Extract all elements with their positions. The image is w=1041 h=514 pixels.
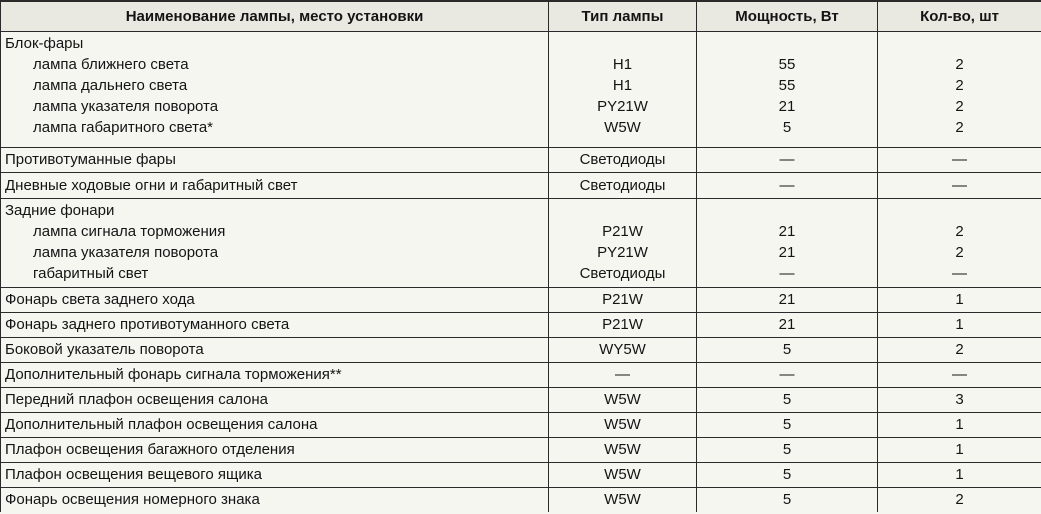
- row-power: —: [697, 362, 878, 387]
- row-count: 2: [878, 337, 1041, 362]
- row-name: Противотуманные фары: [1, 147, 549, 172]
- table-header-row: [1, 1, 1041, 31]
- row-name: лампа габаритного света*: [33, 118, 214, 136]
- row-name: лампа указателя поворота: [33, 97, 219, 115]
- header-name: Наименование лампы, место установки: [1, 1, 549, 31]
- row-type: Светодиоды: [579, 264, 666, 282]
- row-count: 1: [878, 287, 1041, 312]
- table-row: [1, 437, 1041, 462]
- row-name: лампа дальнего света: [33, 76, 188, 94]
- row-type: W5W: [549, 462, 697, 487]
- table-row: [1, 412, 1041, 437]
- row-name: Боковой указатель поворота: [1, 337, 549, 362]
- cell-type: [549, 198, 697, 287]
- table-row: [1, 147, 1041, 172]
- row-count: 1: [878, 312, 1041, 337]
- table-row: [1, 462, 1041, 487]
- table-row: [1, 287, 1041, 312]
- header-type: Тип лампы: [549, 1, 697, 31]
- row-type: —: [549, 362, 697, 387]
- row-name: Плафон освещения вещевого ящика: [1, 462, 549, 487]
- row-count: 2: [955, 76, 964, 94]
- table-row: [1, 487, 1041, 512]
- header-power: Мощность, Вт: [697, 1, 878, 31]
- row-type: Светодиоды: [549, 172, 697, 198]
- row-type: W5W: [604, 118, 641, 136]
- row-power: 5: [697, 462, 878, 487]
- group-title: Задние фонари: [5, 201, 115, 219]
- row-power: 21: [778, 97, 796, 115]
- table-body: [1, 31, 1041, 512]
- row-power: 21: [697, 312, 878, 337]
- table-row: [1, 312, 1041, 337]
- row-power: 5: [697, 437, 878, 462]
- cell-power: [697, 198, 878, 287]
- row-name: Дневные ходовые огни и габаритный свет: [1, 172, 549, 198]
- table-row-group: [1, 198, 1041, 287]
- row-name: Фонарь света заднего хода: [1, 287, 549, 312]
- row-count: 2: [955, 55, 964, 73]
- row-type: PY21W: [597, 243, 648, 261]
- table-row: [1, 387, 1041, 412]
- row-name: Фонарь освещения номерного знака: [1, 487, 549, 512]
- row-power: 21: [697, 287, 878, 312]
- row-count: —: [878, 172, 1041, 198]
- table-row-group: [1, 31, 1041, 147]
- row-type: H1: [612, 55, 633, 73]
- row-name: лампа ближнего света: [33, 55, 189, 73]
- row-type: Светодиоды: [549, 147, 697, 172]
- row-type: P21W: [549, 312, 697, 337]
- row-type: W5W: [549, 412, 697, 437]
- row-power: —: [697, 172, 878, 198]
- row-power: 55: [778, 76, 796, 94]
- row-count: 1: [878, 412, 1041, 437]
- row-type: H1: [612, 76, 633, 94]
- row-name: Фонарь заднего противотуманного света: [1, 312, 549, 337]
- cell-count: [878, 31, 1041, 147]
- row-name: Дополнительный фонарь сигнала торможения**: [1, 362, 549, 387]
- cell-type: [549, 31, 697, 147]
- row-power: —: [697, 147, 878, 172]
- row-count: 2: [955, 243, 964, 261]
- row-name: Передний плафон освещения салона: [1, 387, 549, 412]
- row-count: 2: [955, 222, 964, 240]
- table-row: [1, 172, 1041, 198]
- row-count: 3: [878, 387, 1041, 412]
- cell-name: [1, 198, 549, 287]
- row-name: лампа сигнала торможения: [33, 222, 226, 240]
- row-count: 2: [955, 97, 964, 115]
- row-name: лампа указателя поворота: [33, 243, 219, 261]
- table-row: [1, 362, 1041, 387]
- row-power: 55: [778, 55, 796, 73]
- row-type: WY5W: [549, 337, 697, 362]
- row-power: —: [779, 264, 795, 282]
- cell-count: [878, 198, 1041, 287]
- row-type: W5W: [549, 487, 697, 512]
- row-count: 1: [878, 437, 1041, 462]
- cell-power: [697, 31, 878, 147]
- group-title: Блок-фары: [5, 34, 84, 52]
- row-type: W5W: [549, 437, 697, 462]
- row-name: Дополнительный плафон освещения салона: [1, 412, 549, 437]
- row-power: 21: [778, 222, 796, 240]
- row-type: P21W: [602, 222, 643, 240]
- table-row: [1, 337, 1041, 362]
- row-name: Плафон освещения багажного отделения: [1, 437, 549, 462]
- header-count: Кол-во, шт: [878, 1, 1041, 31]
- row-power: 5: [697, 412, 878, 437]
- row-power: 5: [697, 337, 878, 362]
- row-count: —: [878, 147, 1041, 172]
- row-count: —: [952, 264, 967, 282]
- row-power: 5: [697, 387, 878, 412]
- row-count: —: [878, 362, 1041, 387]
- row-count: 1: [878, 462, 1041, 487]
- row-count: 2: [878, 487, 1041, 512]
- row-name: габаритный свет: [33, 264, 149, 282]
- row-type: P21W: [549, 287, 697, 312]
- row-count: 2: [955, 118, 964, 136]
- row-type: PY21W: [597, 97, 648, 115]
- row-type: W5W: [549, 387, 697, 412]
- row-power: 5: [697, 487, 878, 512]
- row-power: 21: [778, 243, 796, 261]
- row-power: 5: [782, 118, 792, 136]
- cell-name: [1, 31, 549, 147]
